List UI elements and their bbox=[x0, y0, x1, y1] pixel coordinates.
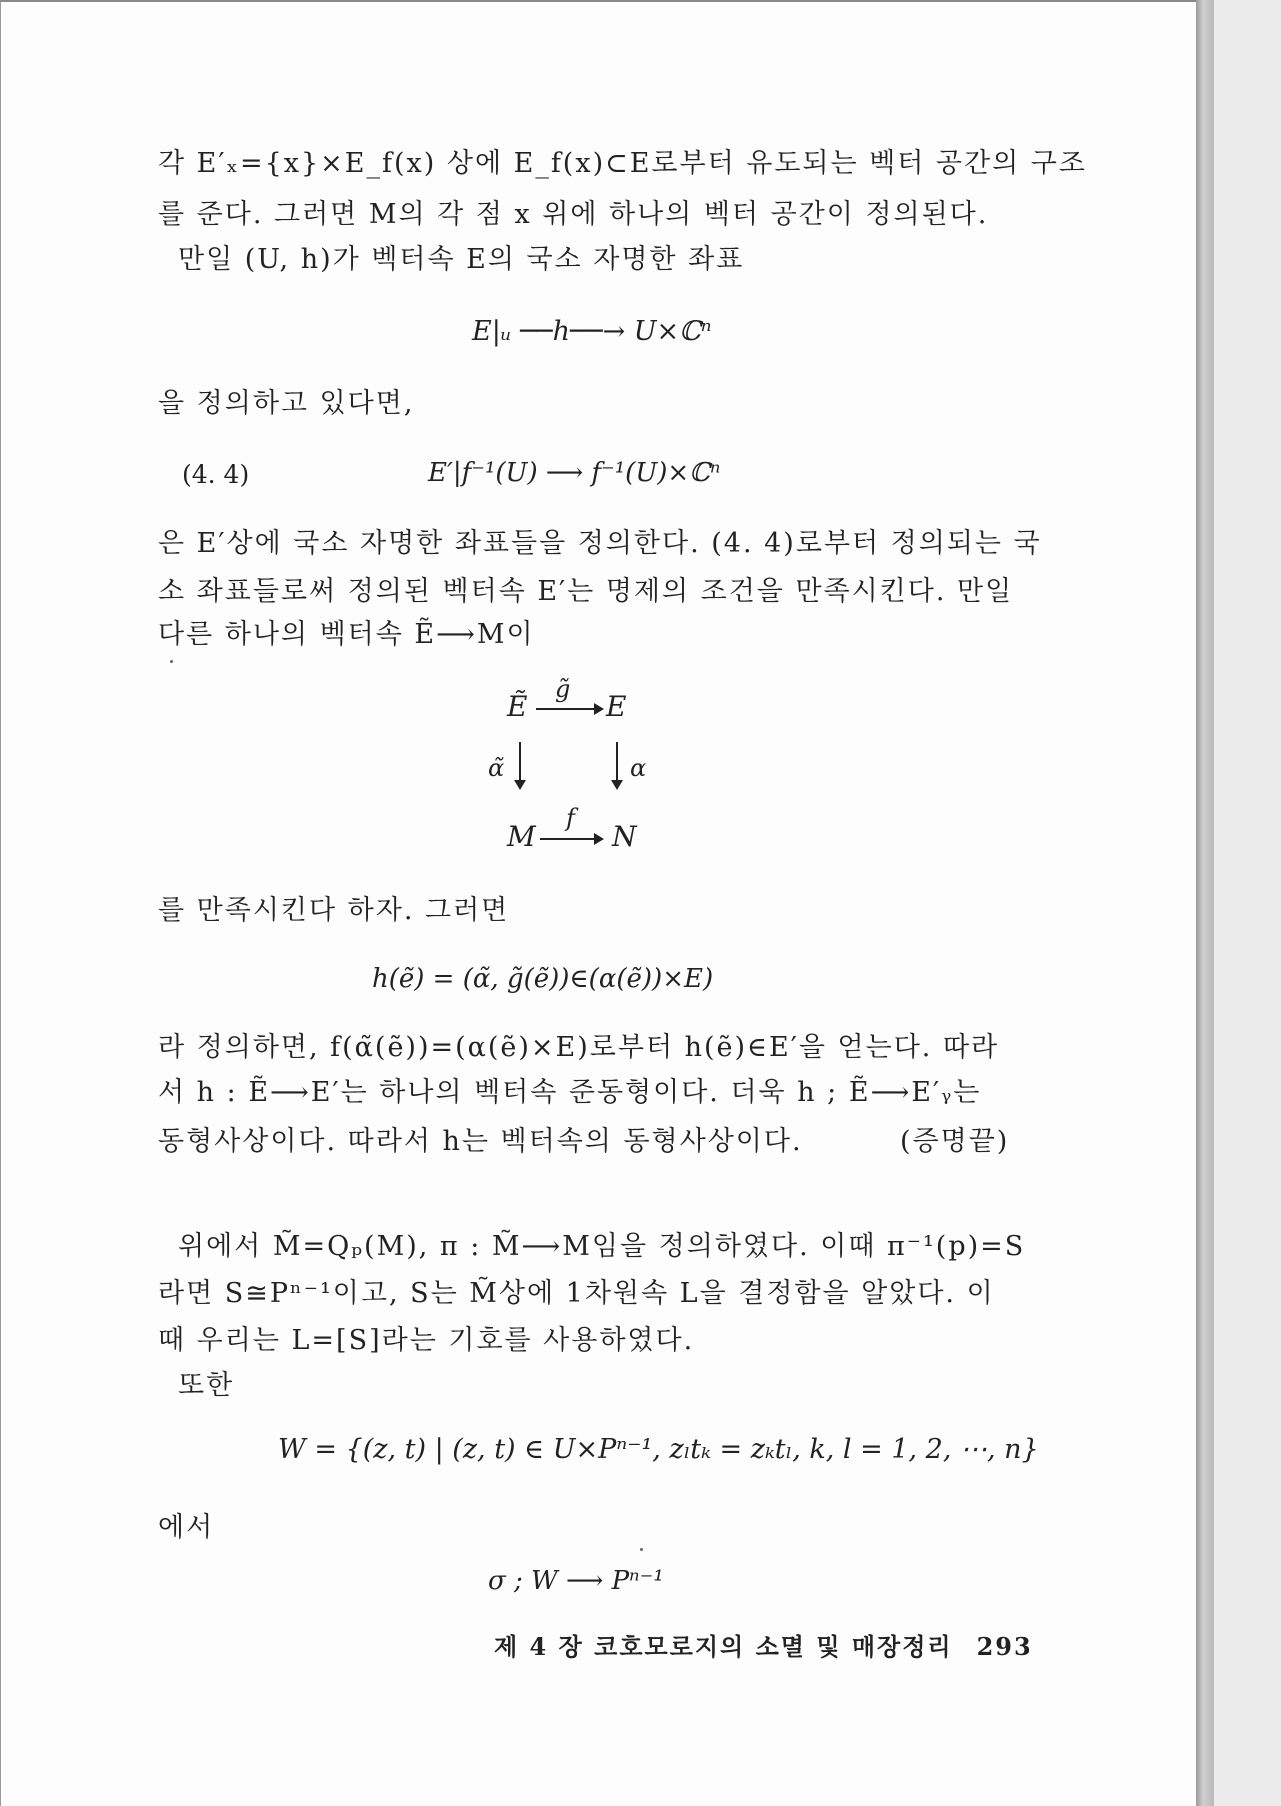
equation-number: (4. 4) bbox=[182, 460, 250, 489]
text-line-8: 를 만족시킨다 하자. 그러면 bbox=[158, 895, 510, 926]
text-line-11: 동형사상이다. 따라서 h는 벡터속의 동형사상이다. bbox=[158, 1126, 803, 1157]
arrow-label-alpha: α bbox=[630, 754, 647, 782]
print-speck bbox=[170, 660, 173, 663]
text-line-3: 만일 (U, h)가 벡터속 E의 국소 자명한 좌표 bbox=[178, 244, 745, 275]
equation-1: E|ᵤ ──h──→ U×ℂⁿ bbox=[472, 316, 712, 347]
arrow-label-f: f bbox=[566, 804, 575, 832]
page-number: 293 bbox=[976, 1632, 1033, 1661]
text-line-9: 라 정의하면, f(α̃(ẽ))=(α(ẽ)×E)로부터 h(ẽ)∈E′을 얻는다. 따라 bbox=[158, 1032, 1000, 1063]
text-line-10: 서 h : Ẽ⟶E′는 하나의 벡터속 준동형이다. 더욱 h ; Ẽ⟶E′ᵧ는 bbox=[158, 1077, 982, 1108]
arrow-right bbox=[616, 742, 618, 788]
page-footer bbox=[494, 1627, 1033, 1662]
equation-2: E′|f⁻¹(U) ⟶ f⁻¹(U)×ℂⁿ bbox=[428, 458, 721, 488]
text-line-6: 소 좌표들로써 정의된 벡터속 E′는 명제의 조건을 만족시킨다. 만일 bbox=[158, 576, 1014, 607]
arrow-label-alpha-tilde: α̃ bbox=[488, 754, 505, 782]
text-line-7: 다른 하나의 벡터속 Ẽ⟶M이 bbox=[158, 619, 535, 650]
scan-margin bbox=[1214, 0, 1281, 1806]
text-line-14: 때 우리는 L=[S]라는 기호를 사용하였다. bbox=[158, 1325, 695, 1356]
arrow-bottom bbox=[540, 838, 602, 840]
text-line-15: 또한 bbox=[178, 1370, 235, 1401]
print-speck-2 bbox=[640, 1548, 643, 1551]
text-line-16: 에서 bbox=[158, 1512, 215, 1543]
text-line-5: 은 E′상에 국소 자명한 좌표들을 정의한다. (4. 4)로부터 정의되는 국 bbox=[158, 528, 1042, 559]
equation-5: σ ; W ⟶ Pⁿ⁻¹ bbox=[488, 1566, 664, 1596]
text-line-4: 을 정의하고 있다면, bbox=[158, 388, 415, 419]
equation-3: h(ẽ) = (α̃, g̃(ẽ))∈(α(ẽ))×E) bbox=[372, 964, 714, 994]
equation-4: W = {(z, t) | (z, t) ∈ U×Pⁿ⁻¹, zₗtₖ = zₖtₗ, k, l = 1, 2, ⋯, n} bbox=[278, 1434, 1039, 1465]
proof-end: (증명끝) bbox=[900, 1126, 1010, 1157]
text-line-13: 라면 S≅Pⁿ⁻¹이고, S는 M̃상에 1차원속 L을 결정함을 알았다. 이 bbox=[158, 1278, 995, 1309]
node-e: E bbox=[606, 690, 627, 723]
node-n: N bbox=[612, 820, 637, 853]
running-footer: 제 4 장 코호모로지의 소멸 및 매장정리 bbox=[494, 1632, 953, 1661]
text-line-12: 위에서 M̃=Qₚ(M), π : M̃⟶M임을 정의하였다. 이때 π⁻¹(p)=S bbox=[178, 1231, 1026, 1262]
node-m: M bbox=[507, 820, 536, 853]
arrow-top bbox=[536, 708, 602, 710]
text-line-1: 각 E′ₓ={x}×E_f(x) 상에 E_f(x)⊂E로부터 유도되는 벡터 공간의 구조 bbox=[158, 148, 1087, 179]
page-edge bbox=[1196, 0, 1214, 1806]
arrow-label-g-tilde: g̃ bbox=[555, 675, 571, 703]
node-e-tilde: Ẽ bbox=[507, 690, 528, 723]
arrow-left bbox=[519, 742, 521, 788]
text-line-2: 를 준다. 그러면 M의 각 점 x 위에 하나의 벡터 공간이 정의된다. bbox=[158, 199, 989, 230]
